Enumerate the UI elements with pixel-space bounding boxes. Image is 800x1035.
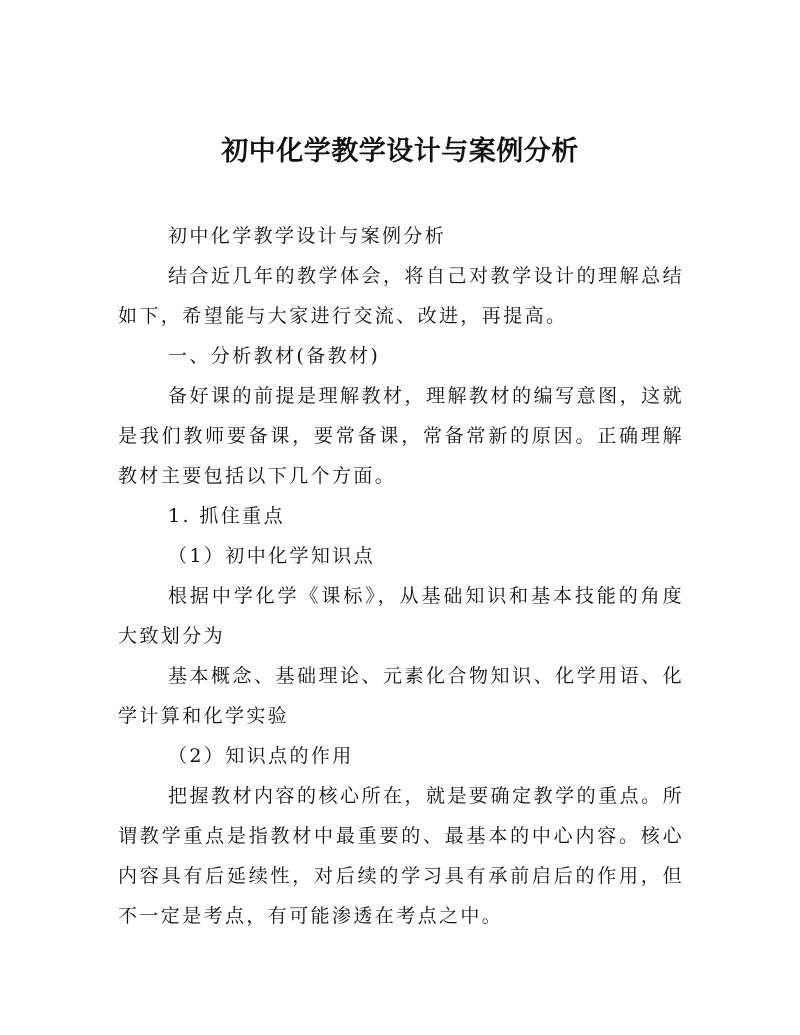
paragraph-knowledge-categories: 基本概念、基础理论、元素化合物知识、化学用语、化学计算和化学实验 [118, 665, 684, 727]
paragraph-intro: 结合近几年的教学体会，将自己对教学设计的理解总结如下，希望能与大家进行交流、改进，再提高。 [118, 265, 684, 327]
subheading-grasp-key-points: 1. 抓住重点 [168, 505, 285, 527]
paragraph-curriculum-division: 根据中学化学《课标》，从基础知识和基本技能的角度大致划分为 [118, 585, 684, 647]
paragraph-teaching-focus: 把握教材内容的核心所在，就是要确定教学的重点。所谓教学重点是指教材中最重要的、最基本的中心内容。核心内容具有后延续性，对后续的学习具有承前启后的作用，但不一定是考点，有可能渗透在考点之中。 [118, 785, 684, 927]
section-heading-analyze-textbook: 一、分析教材(备教材) [168, 345, 381, 367]
subheading-role-of-knowledge: （2）知识点的作用 [168, 745, 354, 767]
subheading-knowledge-points: （1）初中化学知识点 [168, 545, 376, 567]
document-body [118, 216, 684, 936]
paragraph-understand-textbook: 备好课的前提是理解教材，理解教材的编写意图，这就是我们教师要备课，要常备课，常备常新的原因。正确理解教材主要包括以下几个方面。 [118, 385, 684, 487]
paragraph-subtitle: 初中化学教学设计与案例分析 [168, 225, 447, 247]
document-title: 初中化学教学设计与案例分析 [221, 136, 579, 167]
